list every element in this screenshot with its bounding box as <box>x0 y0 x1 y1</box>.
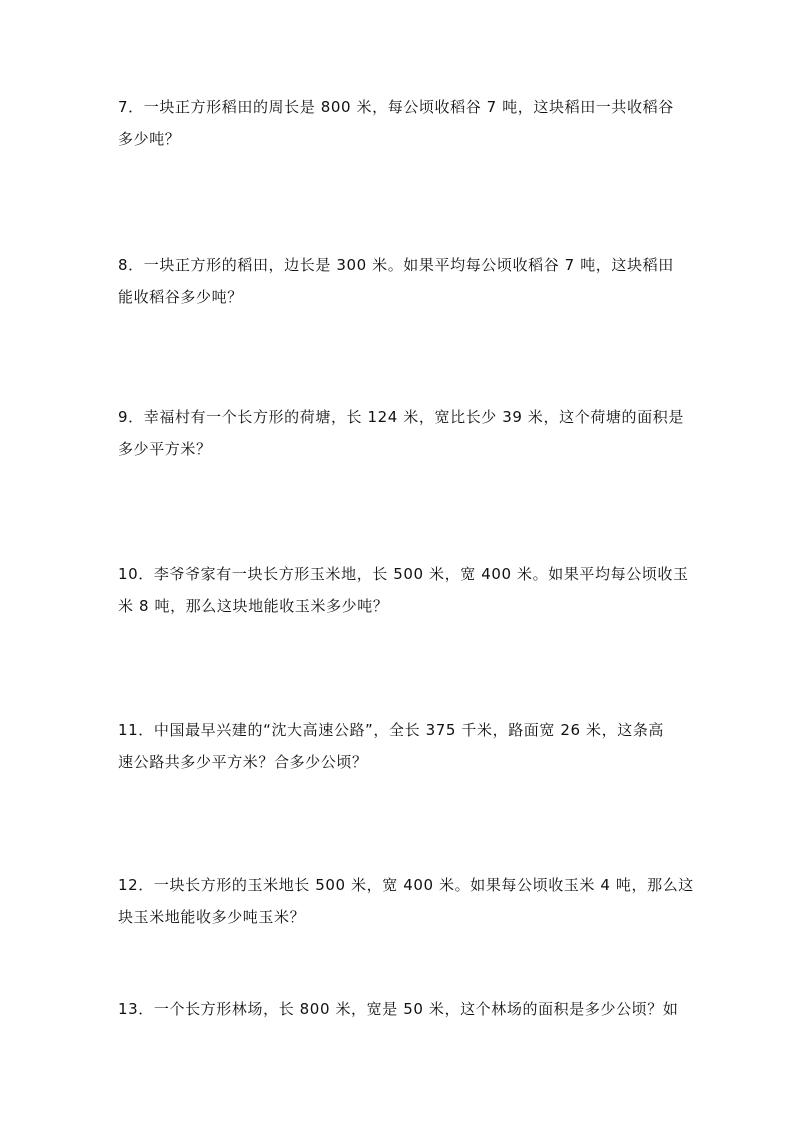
question-12-line-2: 块玉米地能收多少吨玉米？ <box>118 908 306 926</box>
question-7-line-1: 7．一块正方形稻田的周长是 800 米，每公顷收稻谷 7 吨，这块稻田一共收稻谷 <box>118 98 674 116</box>
question-11-line-1: 11．中国最早兴建的“沈大高速公路”，全长 375 千米，路面宽 26 米，这条高 <box>118 721 665 739</box>
question-8 <box>118 249 678 313</box>
question-13 <box>118 993 678 1025</box>
question-7 <box>118 91 678 155</box>
question-9-line-1: 9．幸福村有一个长方形的荷塘，长 124 米，宽比长少 39 米，这个荷塘的面积是 <box>118 408 684 426</box>
question-10-line-2: 米 8 吨，那么这块地能收玉米多少吨？ <box>118 597 389 615</box>
question-9 <box>118 401 684 465</box>
question-9-line-2: 多少平方米？ <box>118 440 212 458</box>
question-11-line-2: 速公路共多少平方米？合多少公顷？ <box>118 753 368 771</box>
question-8-line-1: 8．一块正方形的稻田，边长是 300 米。如果平均每公顷收稻谷 7 吨，这块稻田 <box>118 256 674 274</box>
question-11 <box>118 714 678 778</box>
question-12-line-1: 12．一块长方形的玉米地长 500 米，宽 400 米。如果每公顷收玉米 4 吨，那么这 <box>118 876 694 894</box>
question-12 <box>118 869 694 933</box>
question-13-line-1: 13．一个长方形林场，长 800 米，宽是 50 米，这个林场的面积是多少公顷？如 <box>118 1000 679 1018</box>
question-10-line-1: 10．李爷爷家有一块长方形玉米地，长 500 米，宽 400 米。如果平均每公顷收玉 <box>118 565 689 583</box>
question-8-line-2: 能收稻谷多少吨？ <box>118 288 243 306</box>
question-7-line-2: 多少吨？ <box>118 130 181 148</box>
question-10 <box>118 558 689 622</box>
